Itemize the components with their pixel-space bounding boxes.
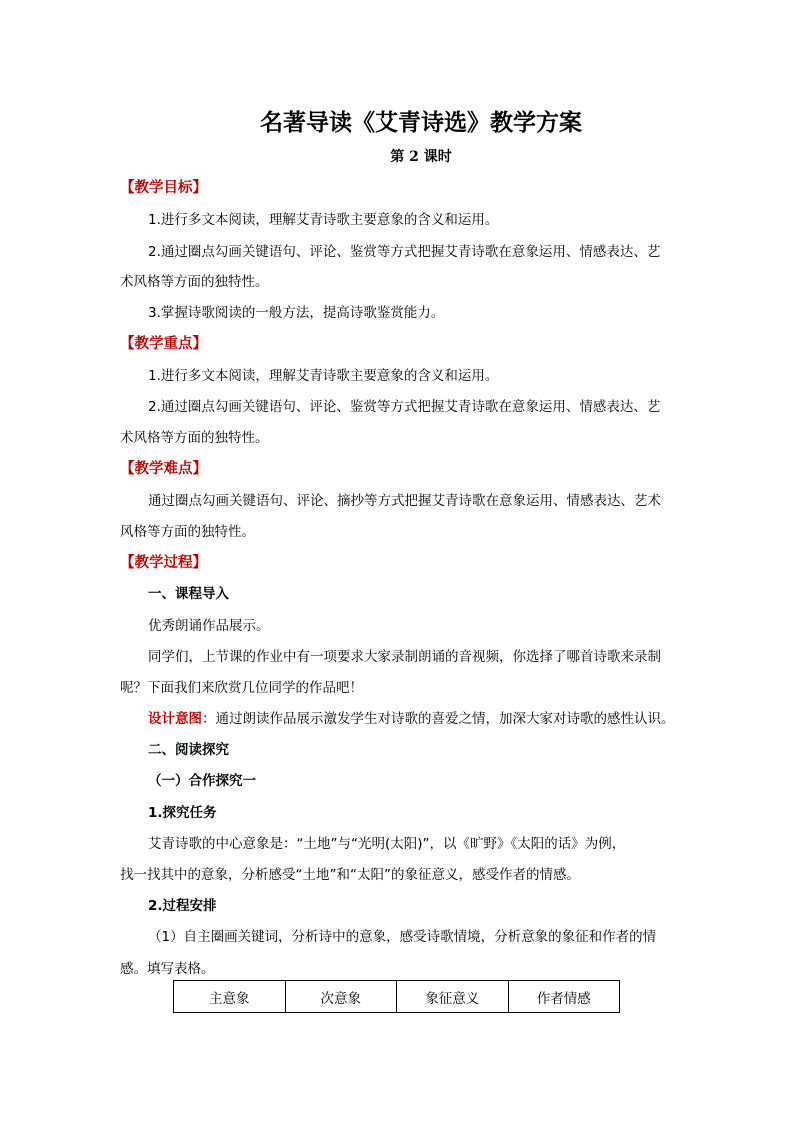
table-header-cell: 主意象 bbox=[174, 981, 286, 1013]
intro-text: 优秀朗诵作品展示。 bbox=[148, 618, 270, 634]
key-points-item-1: 1.进行多文本阅读，理解艾青诗歌主要意象的含义和运用。 bbox=[148, 368, 499, 384]
table-header-cell: 次意象 bbox=[285, 981, 397, 1013]
difficulties-line-2: 风格等方面的独特性。 bbox=[120, 524, 255, 540]
difficulties-heading: 【教学难点】 bbox=[120, 461, 207, 477]
design-intent bbox=[148, 707, 675, 727]
table-header-row bbox=[174, 981, 620, 1013]
goals-item-2-line-2: 术风格等方面的独特性。 bbox=[120, 274, 269, 290]
goals-item-3: 3.掌握诗歌阅读的一般方法，提高诗歌鉴赏能力。 bbox=[148, 305, 445, 321]
sub-section-1-title: （一）合作探究一 bbox=[148, 773, 256, 789]
task-line-1: 艾青诗歌的中心意象是：“土地”与“光明(太阳)”，以《旷野》《太阳的话》为例， bbox=[148, 836, 626, 852]
imagery-table bbox=[173, 980, 620, 1013]
document-title: 名著导读《艾青诗选》教学方案 bbox=[260, 109, 582, 136]
difficulties-line-1: 通过圈点勾画关键语句、评论、摘抄等方式把握艾青诗歌在意象运用、情感表达、艺术 bbox=[148, 493, 661, 509]
intro-paragraph-line-1: 同学们，上节课的作业中有一项要求大家录制朗诵的音视频，你选择了哪首诗歌来录制 bbox=[148, 649, 661, 665]
process-heading: 【教学过程】 bbox=[120, 555, 207, 571]
key-points-heading: 【教学重点】 bbox=[120, 336, 207, 352]
key-points-item-2-line-2: 术风格等方面的独特性。 bbox=[120, 430, 269, 446]
task-line-2: 找一找其中的意象，分析感受“土地”和“太阳”的象征意义，感受作者的情感。 bbox=[120, 867, 580, 883]
design-intent-label: 设计意图 bbox=[148, 711, 202, 727]
goals-item-1: 1.进行多文本阅读，理解艾青诗歌主要意象的含义和运用。 bbox=[148, 212, 499, 228]
intro-paragraph-line-2: 呢？下面我们来欣赏几位同学的作品吧！ bbox=[120, 680, 363, 696]
arrange-line-1: （1）自主圈画关键词，分析诗中的意象，感受诗歌情境，分析意象的象征和作者的情 bbox=[148, 929, 657, 945]
key-points-item-2-line-1: 2.通过圈点勾画关键语句、评论、鉴赏等方式把握艾青诗歌在意象运用、情感表达、艺 bbox=[148, 399, 661, 415]
table-header-cell: 象征意义 bbox=[397, 981, 509, 1013]
goals-item-2-line-1: 2.通过圈点勾画关键语句、评论、鉴赏等方式把握艾青诗歌在意象运用、情感表达、艺 bbox=[148, 244, 661, 260]
arrange-title: 2.过程安排 bbox=[148, 898, 217, 914]
table-header-cell: 作者情感 bbox=[508, 981, 620, 1013]
part-1-title: 一、课程导入 bbox=[148, 586, 229, 602]
design-intent-text: ：通过朗读作品展示激发学生对诗歌的喜爱之情，加深大家对诗歌的感性认识。 bbox=[202, 711, 675, 727]
lesson-subtitle: 第 2 课时 bbox=[390, 149, 452, 165]
part-2-title: 二、阅读探究 bbox=[148, 742, 229, 758]
arrange-line-2: 感。填写表格。 bbox=[120, 961, 215, 977]
goals-heading: 【教学目标】 bbox=[120, 180, 207, 196]
task-title: 1.探究任务 bbox=[148, 805, 217, 821]
